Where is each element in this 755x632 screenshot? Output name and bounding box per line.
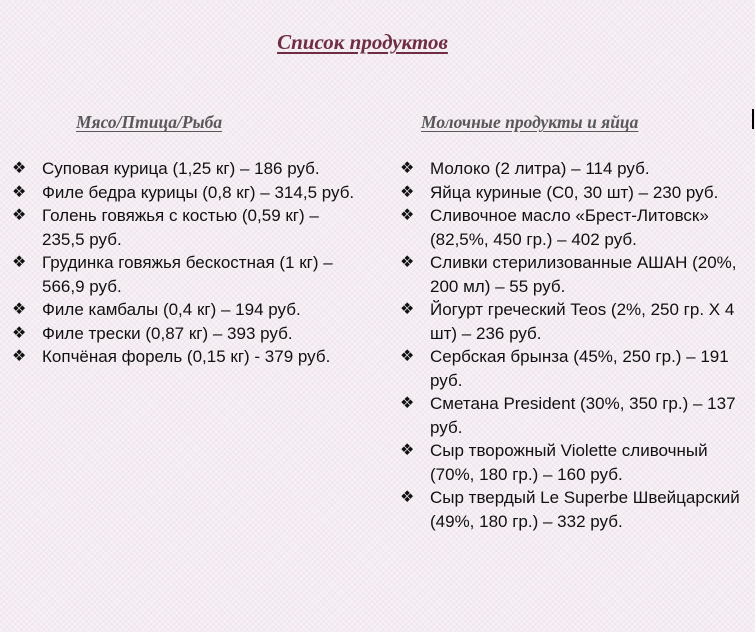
section-heading-meat: Мясо/Птица/Рыба [76,112,223,132]
dairy-list [400,157,745,533]
list-item [400,204,745,251]
list-item [400,486,745,533]
diamond-bullet-icon: ❖ [12,183,27,201]
diamond-bullet-icon: ❖ [12,207,27,224]
list-item-text: Копчёная форель (0,15 кг) - 379 руб. [42,347,331,366]
diamond-bullet-icon: ❖ [400,442,415,459]
list-item [12,322,357,346]
list-item [400,157,745,181]
list-item-text: Голень говяжья с костью (0,59 кг) – 235,5 руб. [42,206,319,249]
list-item [12,181,357,205]
diamond-bullet-icon: ❖ [400,395,415,412]
list-item-text: Грудинка говяжья бескостная (1 кг) – 566,9 руб. [42,253,333,296]
list-item-text: Филе трески (0,87 кг) – 393 руб. [42,323,293,343]
list-item-text: Филе бедра курицы (0,8 кг) – 314,5 руб. [42,182,355,202]
list-item-text: Суповая курица (1,25 кг) – 186 руб. [42,159,320,178]
diamond-bullet-icon: ❖ [400,160,415,177]
meat-poultry-fish-section [12,110,357,369]
list-item [400,181,745,205]
diamond-bullet-icon: ❖ [12,324,27,342]
list-item-text: Сливки стерилизованные АШАН (20%, 200 мл) – 55 руб. [430,253,737,296]
list-item [400,392,745,439]
list-item-text: Сербская брынза (45%, 250 гр.) – 191 руб. [430,347,729,390]
diamond-bullet-icon: ❖ [400,254,415,271]
list-item [400,251,745,298]
list-item-text: Яйца куриные (С0, 30 шт) – 230 руб. [430,182,719,202]
diamond-bullet-icon: ❖ [12,348,27,365]
diamond-bullet-icon: ❖ [400,183,415,201]
diamond-bullet-icon: ❖ [12,160,27,177]
list-item [12,251,357,298]
list-item [12,345,357,369]
list-item-text: Сливочное масло «Брест-Литовск» (82,5%, 450 гр.) – 402 руб. [430,206,709,249]
diamond-bullet-icon: ❖ [400,207,415,224]
list-item [400,345,745,392]
diamond-bullet-icon: ❖ [400,301,415,318]
diamond-bullet-icon: ❖ [12,301,27,318]
list-item [12,298,357,322]
list-item-text: Йогурт греческий Teos (2%, 250 гр. Х 4 шт) – 236 руб. [430,300,735,343]
list-item-text: Молоко (2 литра) – 114 руб. [430,159,650,178]
list-item-text: Сыр твердый Le Superbe Швейцарский (49%, 180 гр.) – 332 руб. [430,488,740,531]
dairy-eggs-section [400,110,745,533]
list-item [12,204,357,251]
list-item [12,157,357,181]
list-item [400,439,745,486]
diamond-bullet-icon: ❖ [400,489,415,506]
list-item-text: Филе камбалы (0,4 кг) – 194 руб. [42,300,301,319]
diamond-bullet-icon: ❖ [400,348,415,365]
section-heading-dairy: Молочные продукты и яйца [421,112,639,132]
diamond-bullet-icon: ❖ [12,254,27,271]
list-item-text: Сыр творожный Violette сливочный (70%, 180 гр.) – 160 руб. [430,441,708,484]
text-cursor [752,109,754,129]
list-item [400,298,745,345]
meat-list [12,157,357,369]
list-item-text: Сметана President (30%, 350 гр.) – 137 руб. [430,394,736,437]
document-title: Список продуктов [277,30,448,54]
